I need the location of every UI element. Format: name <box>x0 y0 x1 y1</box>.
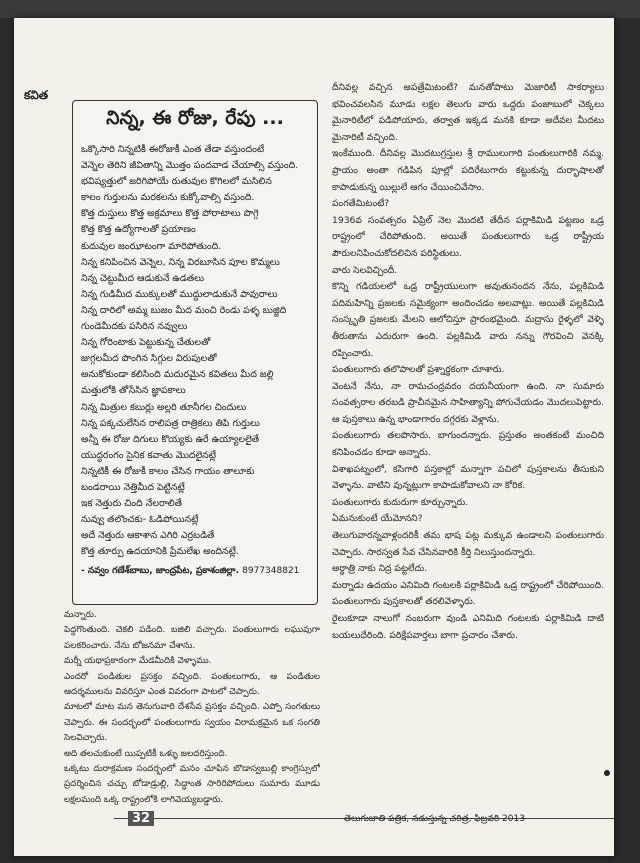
poem-author-phone: 8977348821 <box>242 566 300 577</box>
scan-border-top <box>0 0 640 18</box>
paragraph: దీనివల్ల వచ్చిన అపత్రేమిటంటే? మనతోపాటు మెజారిటీ సాకర్యాలు భవించవలసిన మూడు లక్షల తెలుగు వారు ఒద్దరు పంజాబులో చెక్కలు మైనారిటీలో పడిపోయారు, తర్వాత ఇక్కడ మనకి కూడా అదేవల మీదటు మైనారిటీ వచ్చింది. <box>332 82 604 143</box>
paragraph: మర్నీ యథాప్రకారంగా మేడమీదికి వెళ్ళాము. <box>64 656 212 667</box>
poem-title: నిన్న, ఈ రోజు, రేపు ... <box>106 107 284 129</box>
paragraph: 1936వ సంవత్సరం ఏప్రిల్ నెల మొదటి తేదీన పర్లాకిమిడి పట్టణం ఒడ్ర రాష్ట్రంలో చేరిపోతుంది. అయితే పంతులుగారు ఒడ్ర రాష్ట్రీయ పౌరులనిపించుకోదలిచిన పరిస్థితులు. <box>332 214 604 259</box>
right-column-text <box>332 80 604 644</box>
paragraph: మర్నాడు ఉదయం ఎనిమిది గంటలకి పర్లాకిమిడి ఒడ్ర రాష్ట్రంలో చేరిపోయింది. పంతులుగారు పుస్తకాలతో తరలివెళ్ళారు. <box>332 579 604 608</box>
poem-line: యుద్ధరంగం సైనిక కవాతు మొదలైనట్లే <box>81 449 216 461</box>
poem-line: గుండెమీదకు పసిరిన నవ్వులు <box>81 321 188 333</box>
paragraph: మన్నారు. <box>64 610 97 620</box>
paragraph: పెద్దగొంతుంది. చెకలి పడింది. బజిలి వచ్చారు. పంతులుగారు లఘువుగా పలకరించారు. నేను బోజనమా చేశాను. <box>64 625 320 651</box>
poem-line: నిన్న గుడిమీద ముక్కులతో ముద్దులాడుకునే పావురాలు <box>81 288 278 300</box>
page-number: 32 <box>128 811 154 826</box>
poem-line: నిన్న మిత్రుల కబుర్లు అల్లరి తూనీగల చిందులు <box>81 401 247 413</box>
poem-line: వెన్నెల తెరిని జీవితాన్ని మొత్తం పందవాడ చేయాల్సి వస్తుంది. <box>81 160 299 172</box>
column-end-marker <box>604 770 610 776</box>
paragraph: వారు సెలవిచ్చిందీ. <box>332 264 398 276</box>
paragraph: తెలుగువారన్నవాళ్లందరికీ తమ భాష పట్ల మక్కువ ఉండాలని పంతులుగారు చెప్పారు. సారస్వత సేవ చేసినవారికి కీర్తి నిలుస్తుందన్నారు. <box>332 530 604 558</box>
paragraph: పంతులుగారు తలొపాలతో ప్రశ్నార్థకంగా చూశారు. <box>332 364 505 376</box>
paragraph: పంతులుగారు తలపొసారు. బాగుందన్నారు. ప్రస్తుతం అంతకంటే మంచిది కనిపించడం కూడా అన్నారు. <box>332 430 604 459</box>
footer-magazine: తెలుగుజాతి పత్రిక, నడుస్తున్న చరిత్ర, ఫిబ్రవరి 2013 <box>344 814 525 824</box>
poem-line: నిన్న పక్కచులేసిన రాలిపత్ర రాత్రికలు తిపి గుర్తులు <box>81 417 260 429</box>
poem-line: కాలం గుర్తులను మరకలను కుక్కోవాల్సి వస్తుంది. <box>81 192 255 204</box>
paragraph: పంగతేమిటంటే? <box>332 198 390 210</box>
poem-line: ఒక్కొసారి నిన్నటికీ ఈరోజుకీ ఎంత తేడా వస్తుందంటే <box>81 144 265 155</box>
poem-line: నిన్న దారిలో అమ్మ బుజం మీద మంచి రెండు పళ్ళ బుజ్జిది <box>81 304 287 316</box>
poem-line: అనుకోకుండా కలిసింది మదురమైన కవితలు మీద జల్లి <box>81 369 274 381</box>
poem-line: మత్తులోకి తోసేసిన జ్ఞాపకాలు <box>81 385 186 397</box>
poem-line: కుదువుల జంఝాటంగా మారిపోతుంది. <box>81 240 222 252</box>
poem-line: బండరాయి నెత్తిమీద పెట్టినట్లే <box>81 481 185 493</box>
poem-line: అదే నెత్తురు ఆకాశాన ఎగిరి ఎర్రబడితే <box>81 530 215 542</box>
poem-line: నిన్న చెట్టుమీద ఆడుకునే ఉడతలు <box>81 272 205 284</box>
paragraph: ఎందరో పండితుల ప్రసక్తం వచ్చింది. పంతులుగారు, ఆ పండితుల ఆదర్శములను వివరిస్తూ ఎంత వివరంగా పాటలో చెప్పారు. <box>64 671 320 698</box>
poem-line: కొత్త దుస్తులు కొత్త అక్రమాలు కొత్త పోరాటాలు పొగ్గె <box>81 208 259 220</box>
section-label: కవిత <box>24 88 49 102</box>
poem-line: అన్నీ ఈ రోజు దిగులు కొయ్యకు ఉరే ఉయ్యాలలైతే <box>81 433 260 445</box>
poem-author-place: జాంద్రపేట, ప్రకాశంజిల్లా. <box>155 566 239 577</box>
poem-line: నిన్న గోరింటాకు పెట్టుకున్న చేతులతో <box>81 337 211 349</box>
poem-line: భవిష్యత్తులో జరిగిపోయే రుతువుల కొగిలలో మసిలిన <box>81 176 272 188</box>
left-column-text <box>64 608 320 808</box>
paragraph: ఒక్కటు దురాక్రమణ సందర్భంలో మనం చూపిన బొడాస్వబుల్లి కాంగ్రెస్సులో ప్రదర్శించిన చచ్చు బోడాడ్రుల్లి, సిద్ధాంత సారిరిపోదులు సుమారు మూడు లక్షలమంది ఒక్క రాష్ట్రంలోకి లాగివెయ్యబడ్డారు. <box>64 764 320 805</box>
poem-author <box>81 566 309 578</box>
magazine-page <box>14 18 614 856</box>
poem-line: కొత్త కొత్త ఉద్యోగాలతో ప్రయాణం <box>81 224 196 236</box>
poem-line: నిన్న కనిపించిన వెన్నెల, నిన్న విరబూసిన పూల కొమ్మలు <box>81 256 280 268</box>
paragraph: ఏమనుకుంటే యేమోనని? <box>332 513 423 525</box>
poem-line: నిన్నటికీ ఈ రోజుకీ కాలం చేసిన గాయం తాలూకు <box>81 465 255 477</box>
paragraph: విశాఖపట్నంలో, కసిగారి పస్తకాల్లో మన్నాగా పచిలో పుస్తకాలను తీసుకుని వెళ్ళాను. వాటిని వున్నట్లుగా కాపాడుకోవాలని నా కోరిక. <box>332 463 604 492</box>
poem-author-name: - నవ్వం గణేశ్‌బాబు, <box>81 566 153 577</box>
poem-box <box>72 100 318 605</box>
paragraph: వెంటనే నేను, నా రామచంద్రవరం దయనీయంగా ఉంది. నా సుమారు సంవత్సరాల తరబడి ప్రాచీనమైన సాహిత్యాన్ని పోగుచేయడం మొదలుపెట్టారు. ఆ పుస్తకాలు ఉన్న భాండాగారం దగ్గరకు వెళ్లాను. <box>332 380 604 425</box>
poem-lines <box>81 142 309 560</box>
paragraph: అర్థాత్రి నాకు నిద్ర పట్టలేదు. <box>332 563 428 575</box>
poem-line: కొత్త తూర్పు ఉదయానికి ప్రేమలేఖ అందినట్లే. <box>81 546 239 558</box>
poem-line: ఇక నెత్తురు చింది నేలరాలితే <box>81 498 182 510</box>
poem-line: నువ్వు తలొంచకు- ఓడిపోయినట్లే <box>81 514 199 526</box>
paragraph: రైలుకూడా నాలుగో నంబరుగా వుండి ఎనిమిది గంటలకు పర్లాకిమిడి దాటి బయలుదేరింది. పరిక్షేపవార్తలు బాగా ప్రచారం చేశారు. <box>332 613 604 641</box>
paragraph: పంతులుగారు కుదురుగా కూర్చున్నారు. <box>332 496 469 508</box>
paragraph: అది తలచుకుంటే యిప్పటికీ ఒళ్ళు జలదరిస్తుంది. <box>64 748 228 759</box>
paragraph: మాటలో మాట మన తెనుగువారి దేశసేవ ప్రసక్తం వచ్చింది. ఎప్పో సంగతులు చెప్పారు. ఈ సందర్భంలో పంతులుగారు స్వయం విరామక్రమైన ఒక సంగతి సెలవిచ్చారు. <box>64 702 320 744</box>
poem-line: జుగ్గలమీద పొంగిన సిగ్గుల విరుపులతో <box>81 353 217 365</box>
paragraph: ఇంకేముంది. దీనివల్ల మొదటుగ్రస్తుల శ్రీ రాములుగారి పంతులుగారికి నమ్మ. ప్రాయం అంతా గడిపిన పూల్లో పదిరేటుగారు కట్టుకున్న దుర్భాషాలతో కాపాడుకున్న యిల్లులే ఆగం చేయించివేసాం. <box>332 148 604 193</box>
paragraph: కొన్ని గడియలలో ఒడ్ర రాష్ట్రీయులుగా అవుతునందన నేను, పల్లకిమిడి పదిమహిన్ని ప్రజలకు సమైక్యంగా అందించడం అలవాట్లు. అయితే పల్లకిమిడి సంస్కృతి ప్రజలకు మేలని ఆలోచిస్తూ ప్రారంభమైంది. మద్రాసు రైళ్ళలో వెళ్ళి తీరుతాను ఎదురుగా ఉంది. పల్లకిమిడి వారు నన్ను గౌరవించి వెనక్కి రప్పించారు. <box>332 281 604 359</box>
